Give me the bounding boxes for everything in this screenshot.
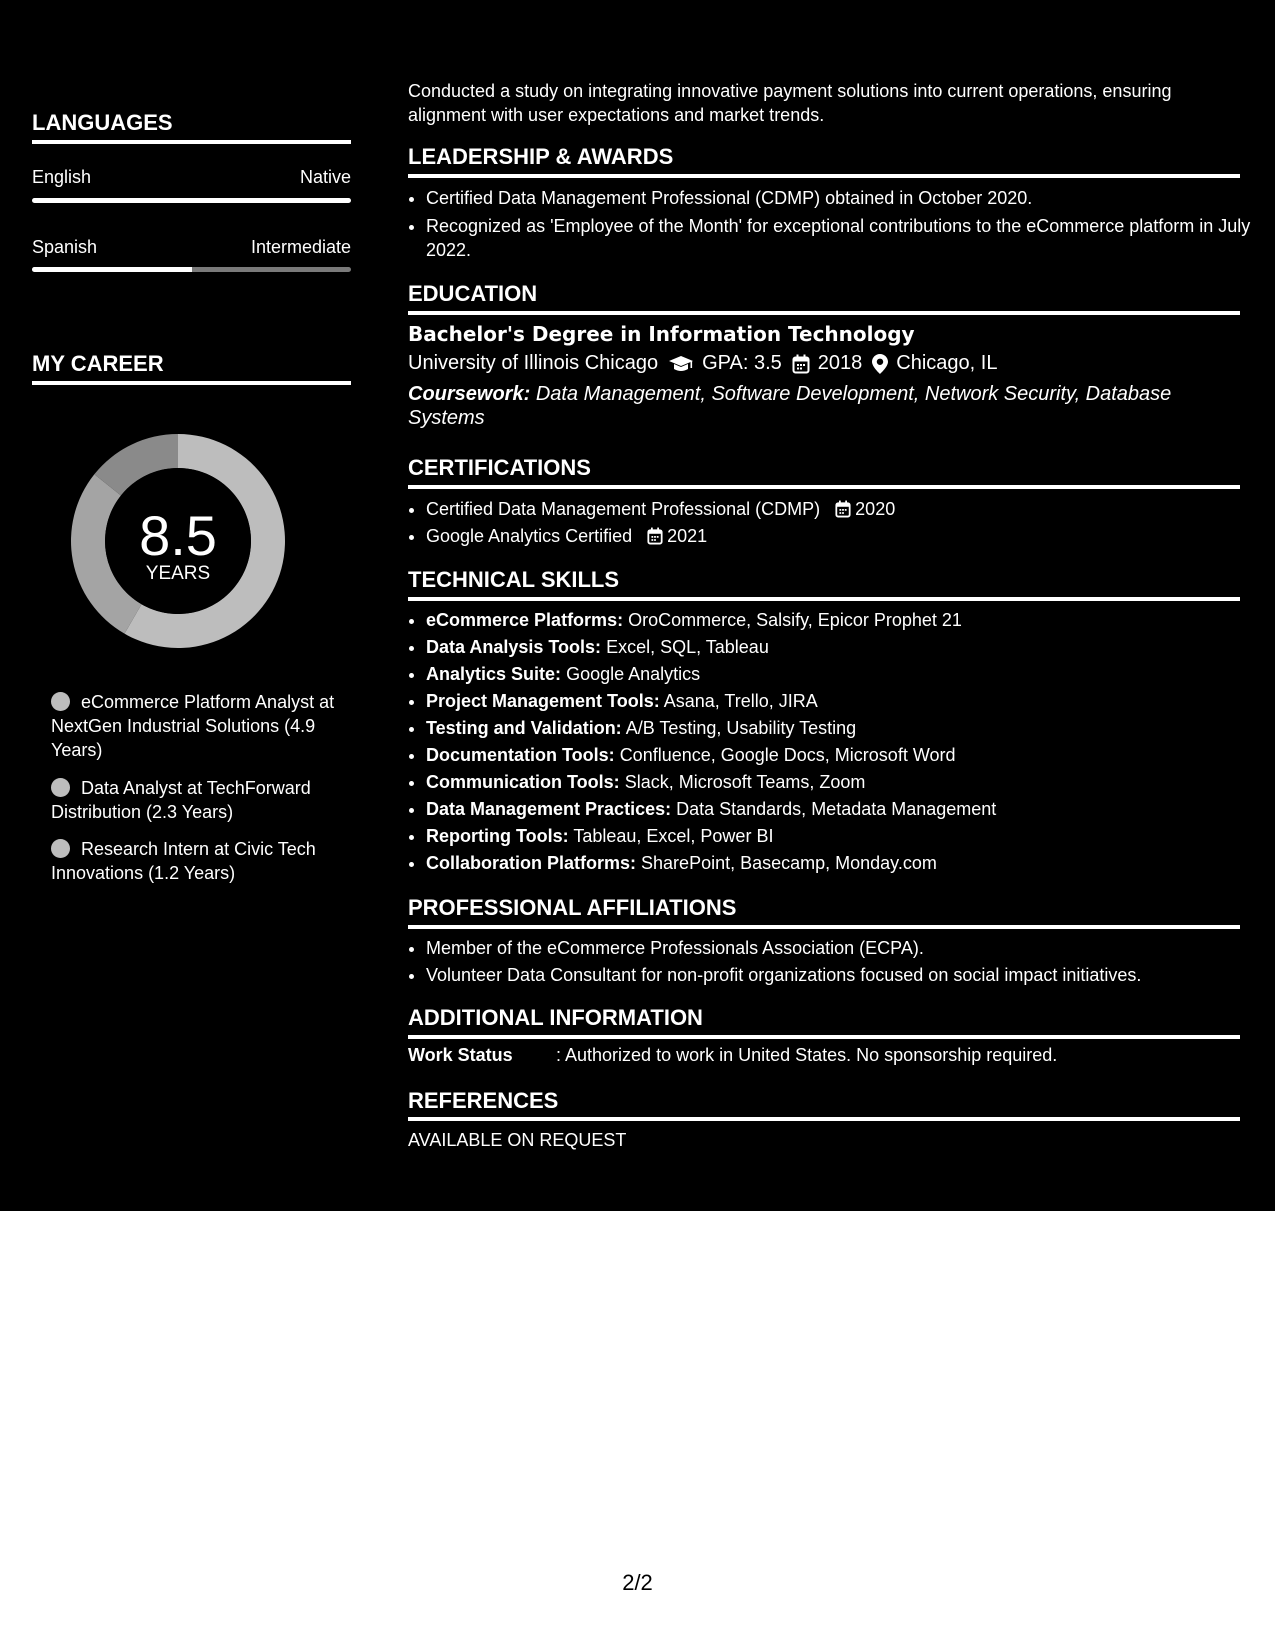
skills-list xyxy=(408,607,1258,877)
language-name: Spanish xyxy=(32,237,98,257)
references-text: AVAILABLE ON REQUEST xyxy=(408,1130,627,1150)
skill-value: Slack, Microsoft Teams, Zoom xyxy=(624,772,866,792)
career-donut-chart xyxy=(66,429,290,653)
skill-value: Google Analytics xyxy=(566,664,701,684)
skill-item xyxy=(426,607,1258,634)
language-level: Native xyxy=(299,167,351,187)
section-rule xyxy=(408,485,1240,489)
list-item: • Volunteer Data Consultant for non-profit organizations focused on social impact initiatives. xyxy=(426,962,1258,989)
section-rule xyxy=(408,597,1240,601)
legend-label: Research Intern at Civic Tech Innovations (1.2 Years) xyxy=(51,839,316,883)
skill-value: SharePoint, Basecamp, Monday.com xyxy=(641,853,937,873)
skill-label: Documentation Tools: xyxy=(426,745,615,765)
list-item: • Recognized as 'Employee of the Month' for exceptional contributions to the eCommerce platform in July 2022. xyxy=(426,214,1258,262)
skill-label: Data Management Practices: xyxy=(426,799,672,819)
education-meta xyxy=(408,352,997,375)
certification-year: 2021 xyxy=(667,526,708,546)
skill-item xyxy=(426,850,1258,877)
certification-name: Certified Data Management Professional (CDMP) xyxy=(426,499,821,519)
section-rule xyxy=(408,174,1240,178)
certifications-heading: CERTIFICATIONS xyxy=(408,455,591,480)
affiliations-list xyxy=(408,935,1258,989)
section-rule xyxy=(408,1035,1240,1039)
certification-item xyxy=(426,496,1258,523)
career-legend-item xyxy=(51,837,341,885)
legend-dot-icon xyxy=(51,692,70,711)
certifications-list xyxy=(408,496,1258,550)
list-item: • Member of the eCommerce Professionals Association (ECPA). xyxy=(426,935,1258,962)
skill-label: Data Analysis Tools: xyxy=(426,637,602,657)
language-row xyxy=(32,167,351,188)
career-legend-item xyxy=(51,690,341,762)
skills-heading: TECHNICAL SKILLS xyxy=(408,567,620,592)
skill-value: Confluence, Google Docs, Microsoft Word xyxy=(619,745,956,765)
coursework-label: Coursework: xyxy=(408,383,531,405)
skill-value: Asana, Trello, JIRA xyxy=(663,691,818,711)
language-bar xyxy=(32,198,351,203)
skill-item xyxy=(426,742,1258,769)
language-bar-fill xyxy=(32,198,351,203)
leadership-heading: LEADERSHIP & AWARDS xyxy=(408,144,674,169)
section-rule xyxy=(408,1117,1240,1121)
skill-item xyxy=(426,796,1258,823)
list-item: • Certified Data Management Professional (CDMP) obtained in October 2020. xyxy=(426,186,1258,210)
skill-value: Data Standards, Metadata Management xyxy=(676,799,997,819)
map-pin-icon xyxy=(872,354,888,374)
skill-label: Collaboration Platforms: xyxy=(426,853,637,873)
page-number: 2/2 xyxy=(622,1570,653,1595)
graduation-cap-icon xyxy=(668,355,694,373)
calendar-icon xyxy=(835,500,851,518)
section-rule xyxy=(408,925,1240,929)
calendar-icon xyxy=(792,354,810,374)
graduation-year: 2018 xyxy=(817,352,863,374)
work-status-label: Work Status xyxy=(408,1045,513,1065)
legend-label: eCommerce Platform Analyst at NextGen Industrial Solutions (4.9 Years) xyxy=(51,692,335,760)
calendar-icon xyxy=(647,527,663,545)
career-rule xyxy=(32,381,351,385)
affiliations-heading: PROFESSIONAL AFFILIATIONS xyxy=(408,895,737,920)
education-heading: EDUCATION xyxy=(408,281,538,306)
skill-value: A/B Testing, Usability Testing xyxy=(625,718,857,738)
language-level: Intermediate xyxy=(250,237,351,257)
languages-heading: LANGUAGES xyxy=(32,110,173,135)
work-status xyxy=(408,1045,1057,1066)
skill-label: Analytics Suite: xyxy=(426,664,562,684)
skill-value: Tableau, Excel, Power BI xyxy=(573,826,774,846)
project-description: Conducted a study on integrating innovative payment solutions into current operations, ensuring alignment with user expectations and market trends. xyxy=(408,81,1172,125)
skill-label: Communication Tools: xyxy=(426,772,620,792)
skill-item xyxy=(426,769,1258,796)
skill-item xyxy=(426,688,1258,715)
career-total-unit: YEARS xyxy=(145,563,211,584)
legend-label: Data Analyst at TechForward Distribution (2.3 Years) xyxy=(51,778,311,822)
skill-value: Excel, SQL, Tableau xyxy=(606,637,769,657)
school-name: University of Illinois Chicago xyxy=(408,352,659,374)
language-bar-fill xyxy=(32,267,192,272)
languages-rule xyxy=(32,140,351,144)
legend-dot-icon xyxy=(51,839,70,858)
degree-title: Bachelor's Degree in Information Technology xyxy=(408,322,915,346)
skill-label: eCommerce Platforms: xyxy=(426,610,624,630)
school-location: Chicago, IL xyxy=(896,352,998,374)
legend-dot-icon xyxy=(51,778,70,797)
work-status-value: : Authorized to work in United States. No sponsorship required. xyxy=(556,1045,1058,1065)
skill-item xyxy=(426,715,1258,742)
skill-value: OroCommerce, Salsify, Epicor Prophet 21 xyxy=(628,610,962,630)
certification-name: Google Analytics Certified xyxy=(426,526,633,546)
skill-item xyxy=(426,634,1258,661)
certification-year: 2020 xyxy=(855,499,896,519)
skill-label: Reporting Tools: xyxy=(426,826,569,846)
leadership-list xyxy=(408,186,1258,262)
skill-label: Testing and Validation: xyxy=(426,718,622,738)
skill-item xyxy=(426,661,1258,688)
language-bar xyxy=(32,267,351,272)
gpa: GPA: 3.5 xyxy=(702,352,782,374)
career-legend-item xyxy=(51,776,341,824)
references-heading: REFERENCES xyxy=(408,1088,559,1113)
language-name: English xyxy=(32,167,92,187)
career-total-value: 8.5 xyxy=(139,504,217,567)
career-heading: MY CAREER xyxy=(32,351,164,376)
skill-item xyxy=(426,823,1258,850)
certification-item xyxy=(426,523,1258,550)
section-rule xyxy=(408,311,1240,315)
additional-heading: ADDITIONAL INFORMATION xyxy=(408,1005,703,1030)
language-row xyxy=(32,237,351,258)
coursework-list: Data Management, Software Development, Network Security, Database Systems xyxy=(408,383,1172,429)
skill-label: Project Management Tools: xyxy=(426,691,660,711)
coursework xyxy=(408,382,1208,430)
